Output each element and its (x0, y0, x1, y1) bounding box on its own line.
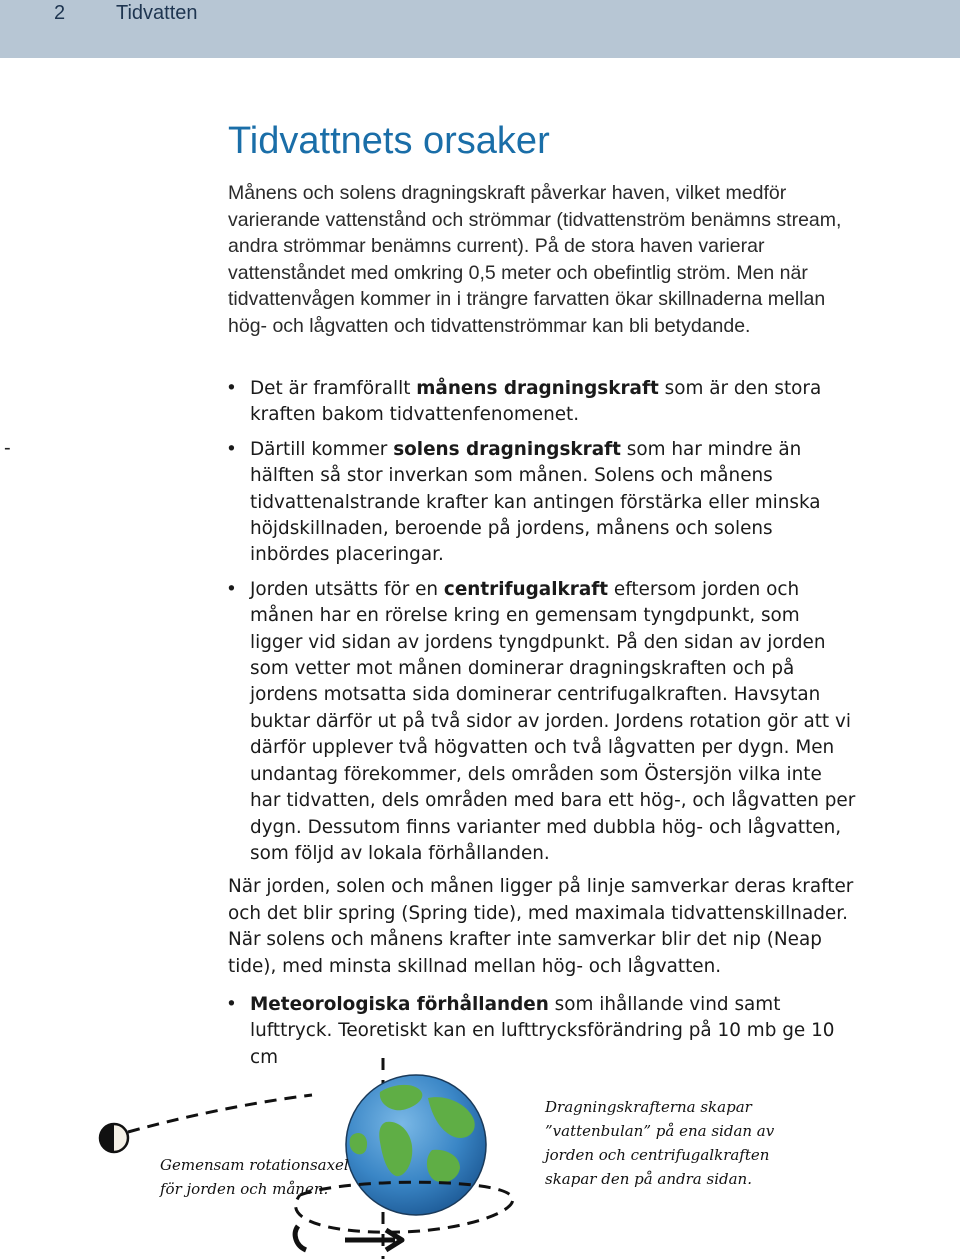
bullet-icon: • (226, 378, 237, 399)
bullet-text: Därtill kommer (250, 438, 394, 460)
bullet-text: som är den stora kraften bakom tidvattenfenomenet. (250, 378, 822, 426)
intro-paragraph: Månens och solens dragningskraft påverkar haven, vilket medför varierande vattenstånd och strömmar (tidvattenström benämns stream, andra strömmar benämns current). På de stora haven varierar vattenståndet med omkring 0,5 meter och obefintlig ström. Men när tidvattenvågen kommer in i trängre farvatten ökar skillnaderna mellan hög- och lågvatten och tidvattenströmmar kan bli betydande. (228, 182, 842, 337)
bullet-text: som ihållande vind samt lufttryck. Teoretiskt kan en lufttrycksförändring på 10 mb ge 10 cm (250, 994, 835, 1068)
margin-mark: - (4, 437, 11, 459)
bullet-icon: • (226, 438, 237, 460)
bullet-emphasis: Meteorologiska förhållanden (250, 994, 549, 1015)
bullet-item (226, 437, 856, 569)
running-title: Tidvatten (116, 2, 198, 24)
bullet-item (226, 577, 856, 867)
bullet-text: eftersom jorden och månen har en rörelse kring en gemensam tyngdpunkt, som ligger vid sidan av jordens tyngdpunkt. På den sidan av jorden som vetter mot månen dominerar dragningskraften och på jordens motsatta sida dominerar centrifugalkraften. Havsytan buktar därför ut på två sidor av jorden. Jordens rotation gör att vi därför upplever två högvatten och två lågvatten per dygn. Men undantag förekommer, dels områden som Östersjön vilka inte har tidvatten, dels områden med bara ett hög-, och lågvatten per dygn. Dessutom finns varianter med dubbla hög- och lågvatten, som följd av lokala förhållanden. (250, 578, 856, 864)
bullet-text: som har mindre än hälften så stor inverkan som månen. Solens och månens tidvattenalstrande krafter kan antingen förstärka eller minska höjdskillnaden, beroende på jordens, månens och solens inbördes placeringar. (250, 438, 821, 566)
bullet-emphasis: centrifugalkraft (443, 578, 609, 600)
earth-globe-icon (346, 1075, 486, 1215)
bullet-text: Det är framförallt (250, 378, 417, 399)
moon-earth-line (128, 1095, 312, 1132)
forces-caption: Dragningskrafterna skapar ”vattenbulan” på ena sidan av jorden och centrifugalkraften skapar den på andra sidan. (545, 1098, 775, 1188)
section-title: Tidvattnets orsaker (228, 120, 550, 162)
tide-paragraph: När jorden, solen och månen ligger på linje samverkar deras krafter och det blir spring (Spring tide), med maximala tidvattenskillnader. När solens och månens krafter inte samverkar blir det nip (Neap tide), med minsta skillnad mellan hög- och lågvatten. (228, 876, 854, 977)
page-header (0, 0, 960, 58)
moon-icon (100, 1124, 128, 1152)
bullet-icon: • (226, 994, 237, 1015)
bullet-text: Jorden utsätts för en (250, 578, 444, 600)
earth-moon-illustration (0, 1050, 960, 1259)
bullet-list (226, 376, 856, 875)
axis-caption: Gemensam rotationsaxel för jorden och månen. (160, 1156, 349, 1198)
bullet-emphasis: solens dragningskraft (393, 438, 621, 460)
bullet-emphasis: månens dragningskraft (416, 378, 659, 399)
page-number: 2 (54, 2, 66, 24)
bullet-icon: • (226, 578, 237, 600)
orbit-start-mark (295, 1226, 306, 1250)
bullet-item (226, 376, 856, 429)
